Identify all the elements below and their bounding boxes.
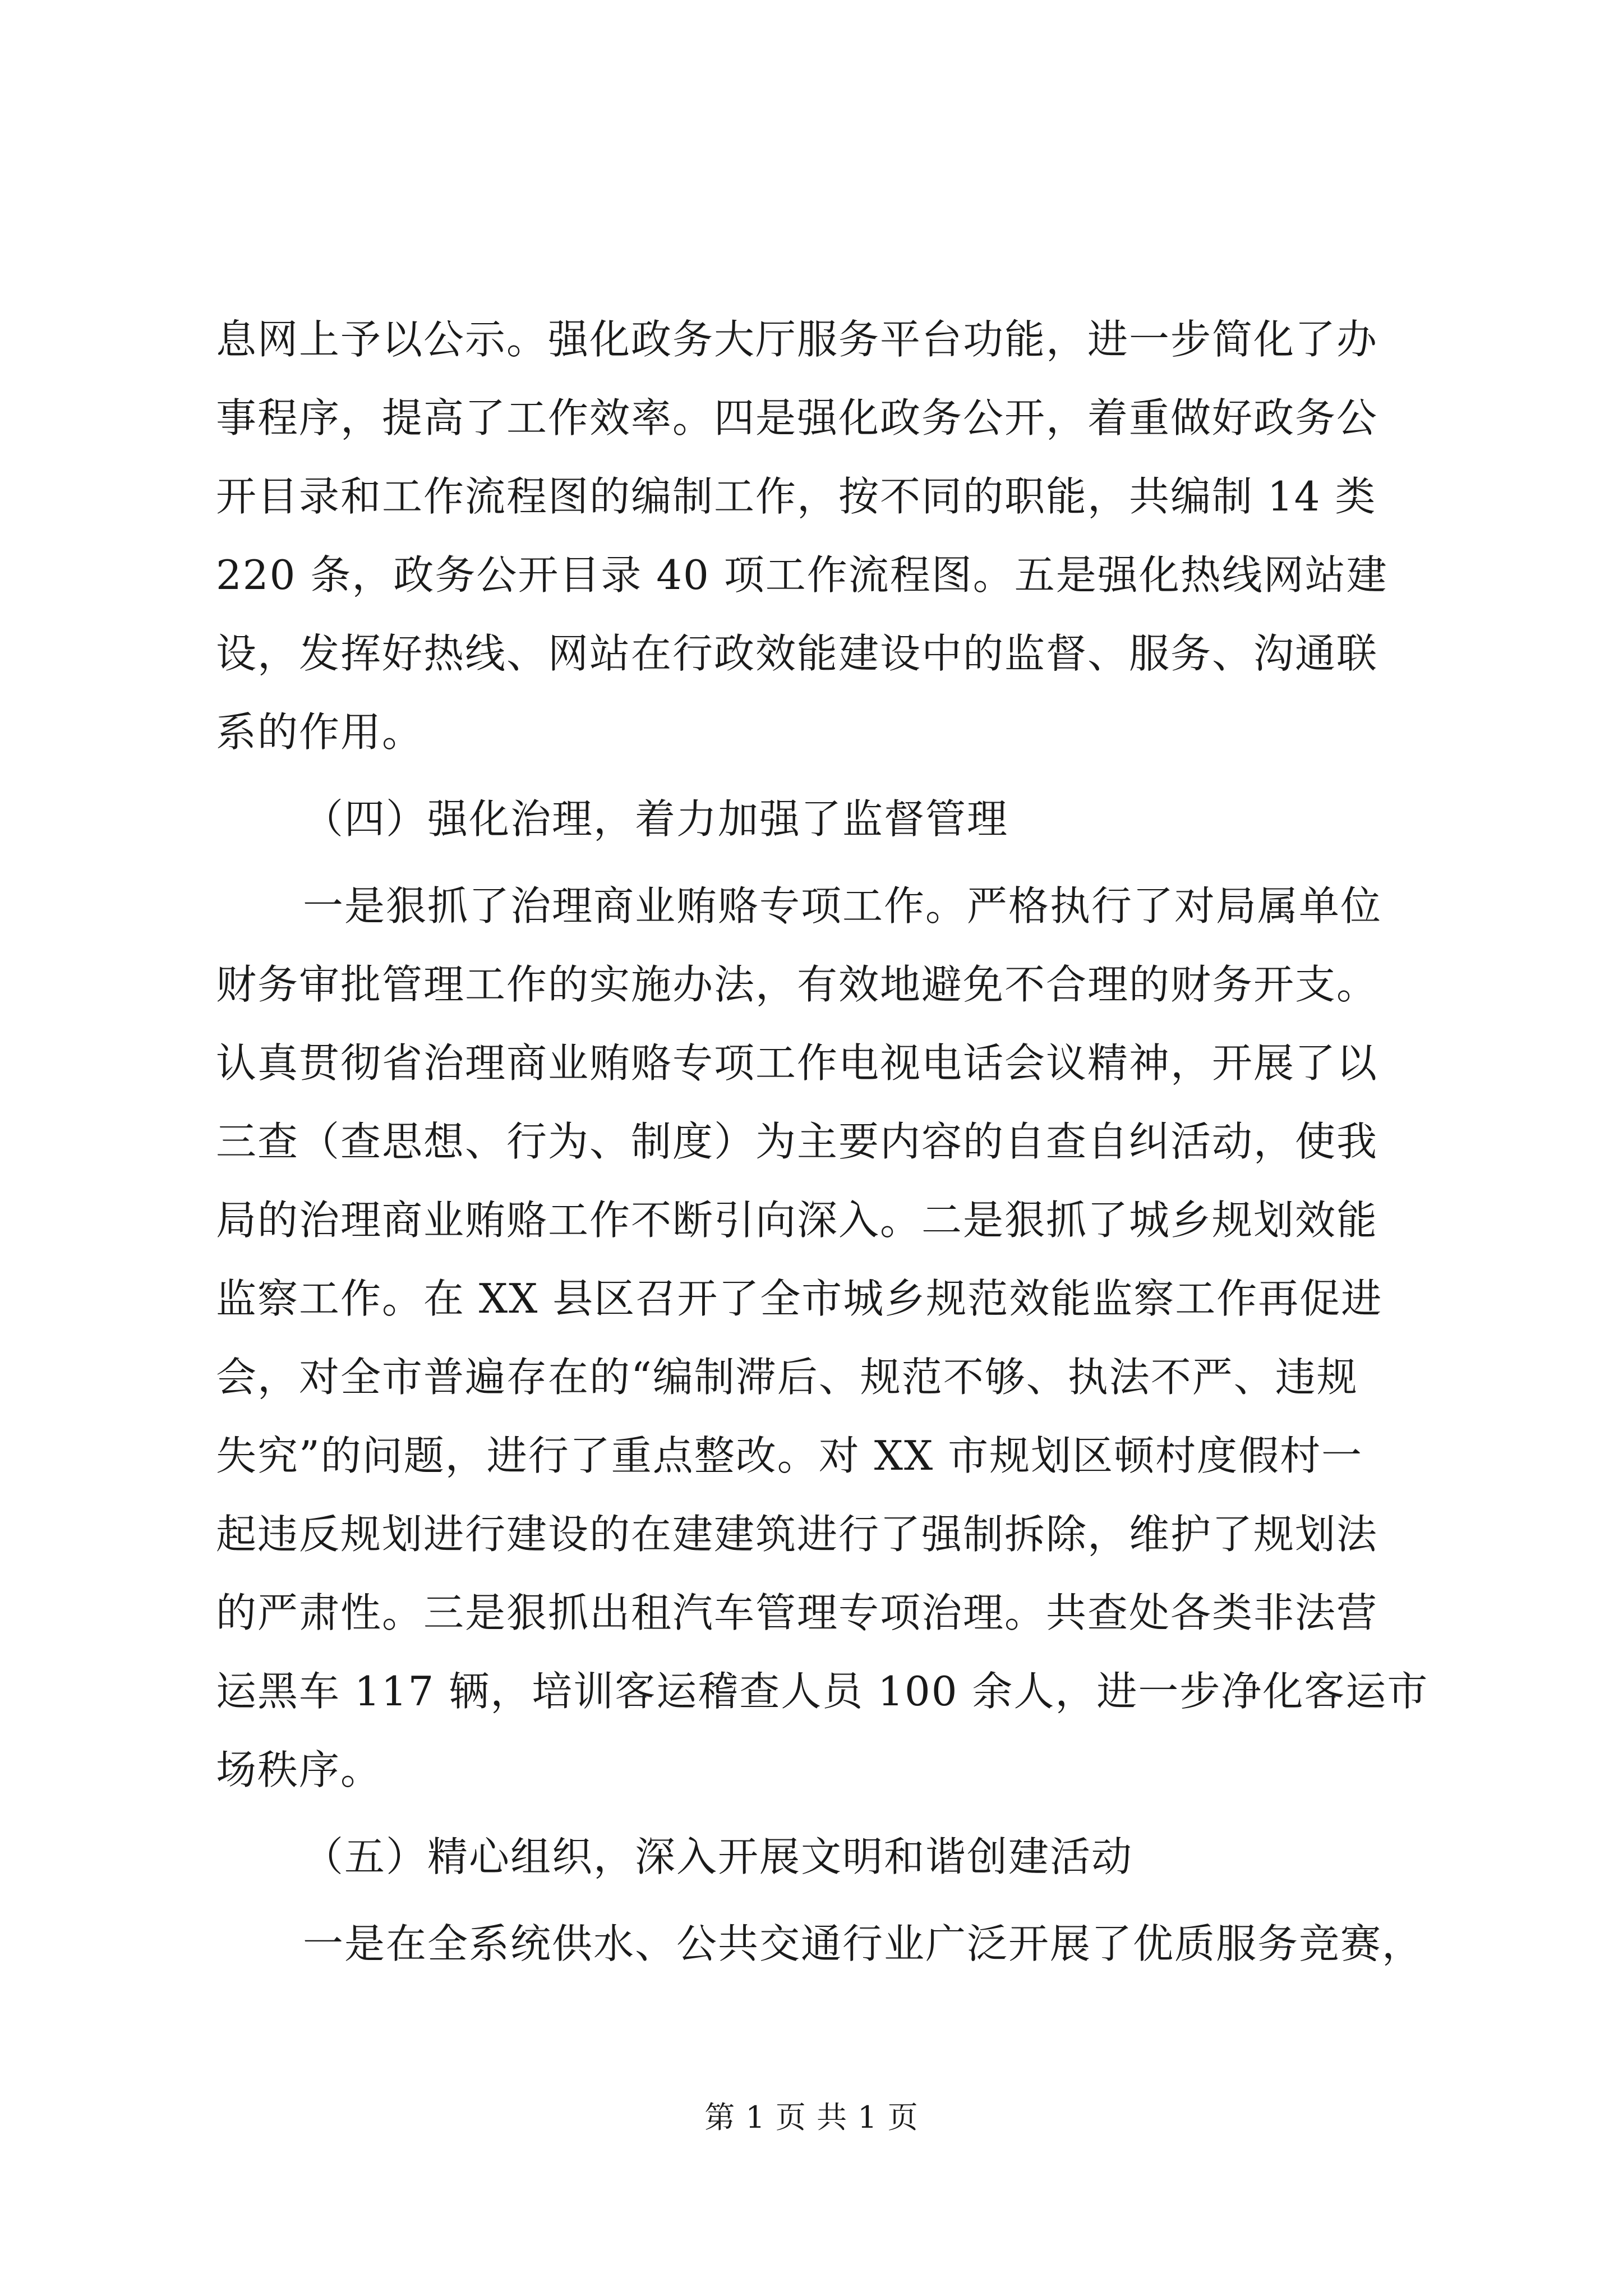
page-number-footer: 第 1 页 共 1 页 (704, 2100, 919, 2135)
body-text-line: 运黑车 117 辆，培训客运稽查人员 100 余人，进一步净化客运市 (216, 1668, 1429, 1715)
body-text-line: 场秩序。 (216, 1746, 382, 1793)
body-text-line: 会，对全市普遍存在的“编制滞后、规范不够、执法不严、违规 (216, 1354, 1358, 1401)
body-text-line: 失究”的问题，进行了重点整改。对 XX 市规划区顿村度假村一 (216, 1432, 1363, 1479)
body-text-line: 220 条，政务公开目录 40 项工作流程图。五是强化热线网站建 (216, 551, 1388, 599)
section-heading-4: （四）强化治理，着力加强了监督管理 (303, 795, 1009, 843)
body-text-line: 起违反规划进行建设的在建建筑进行了强制拆除，维护了规划法 (216, 1511, 1378, 1558)
body-text-line: 事程序，提高了工作效率。四是强化政务公开，着重做好政务公 (216, 394, 1378, 441)
body-text-line: 三查（查思想、行为、制度）为主要内容的自查自纠活动，使我 (216, 1118, 1378, 1165)
body-text-line: 一是狠抓了治理商业贿赂专项工作。严格执行了对局属单位 (303, 882, 1382, 930)
body-text-line: 监察工作。在 XX 县区召开了全市城乡规范效能监察工作再促进 (216, 1275, 1383, 1322)
body-text-line: 财务审批管理工作的实施办法，有效地避免不合理的财务开支。 (216, 961, 1378, 1008)
body-text-line: 的严肃性。三是狠抓出租汽车管理专项治理。共查处各类非法营 (216, 1589, 1378, 1636)
body-text-line: 开目录和工作流程图的编制工作，按不同的职能，共编制 14 类 (216, 473, 1377, 520)
body-text-line: 认真贯彻省治理商业贿赂专项工作电视电话会议精神，开展了以 (216, 1039, 1378, 1087)
body-text-line: 局的治理商业贿赂工作不断引向深入。二是狠抓了城乡规划效能 (216, 1197, 1378, 1244)
body-text-line: 系的作用。 (216, 708, 424, 756)
body-text-line: 设，发挥好热线、网站在行政效能建设中的监督、服务、沟通联 (216, 630, 1378, 677)
body-text-line: 息网上予以公示。强化政务大厅服务平台功能，进一步简化了办 (216, 316, 1378, 363)
section-heading-5: （五）精心组织，深入开展文明和谐创建活动 (303, 1833, 1133, 1880)
body-text-line: 一是在全系统供水、公共交通行业广泛开展了优质服务竞赛， (303, 1920, 1424, 1967)
